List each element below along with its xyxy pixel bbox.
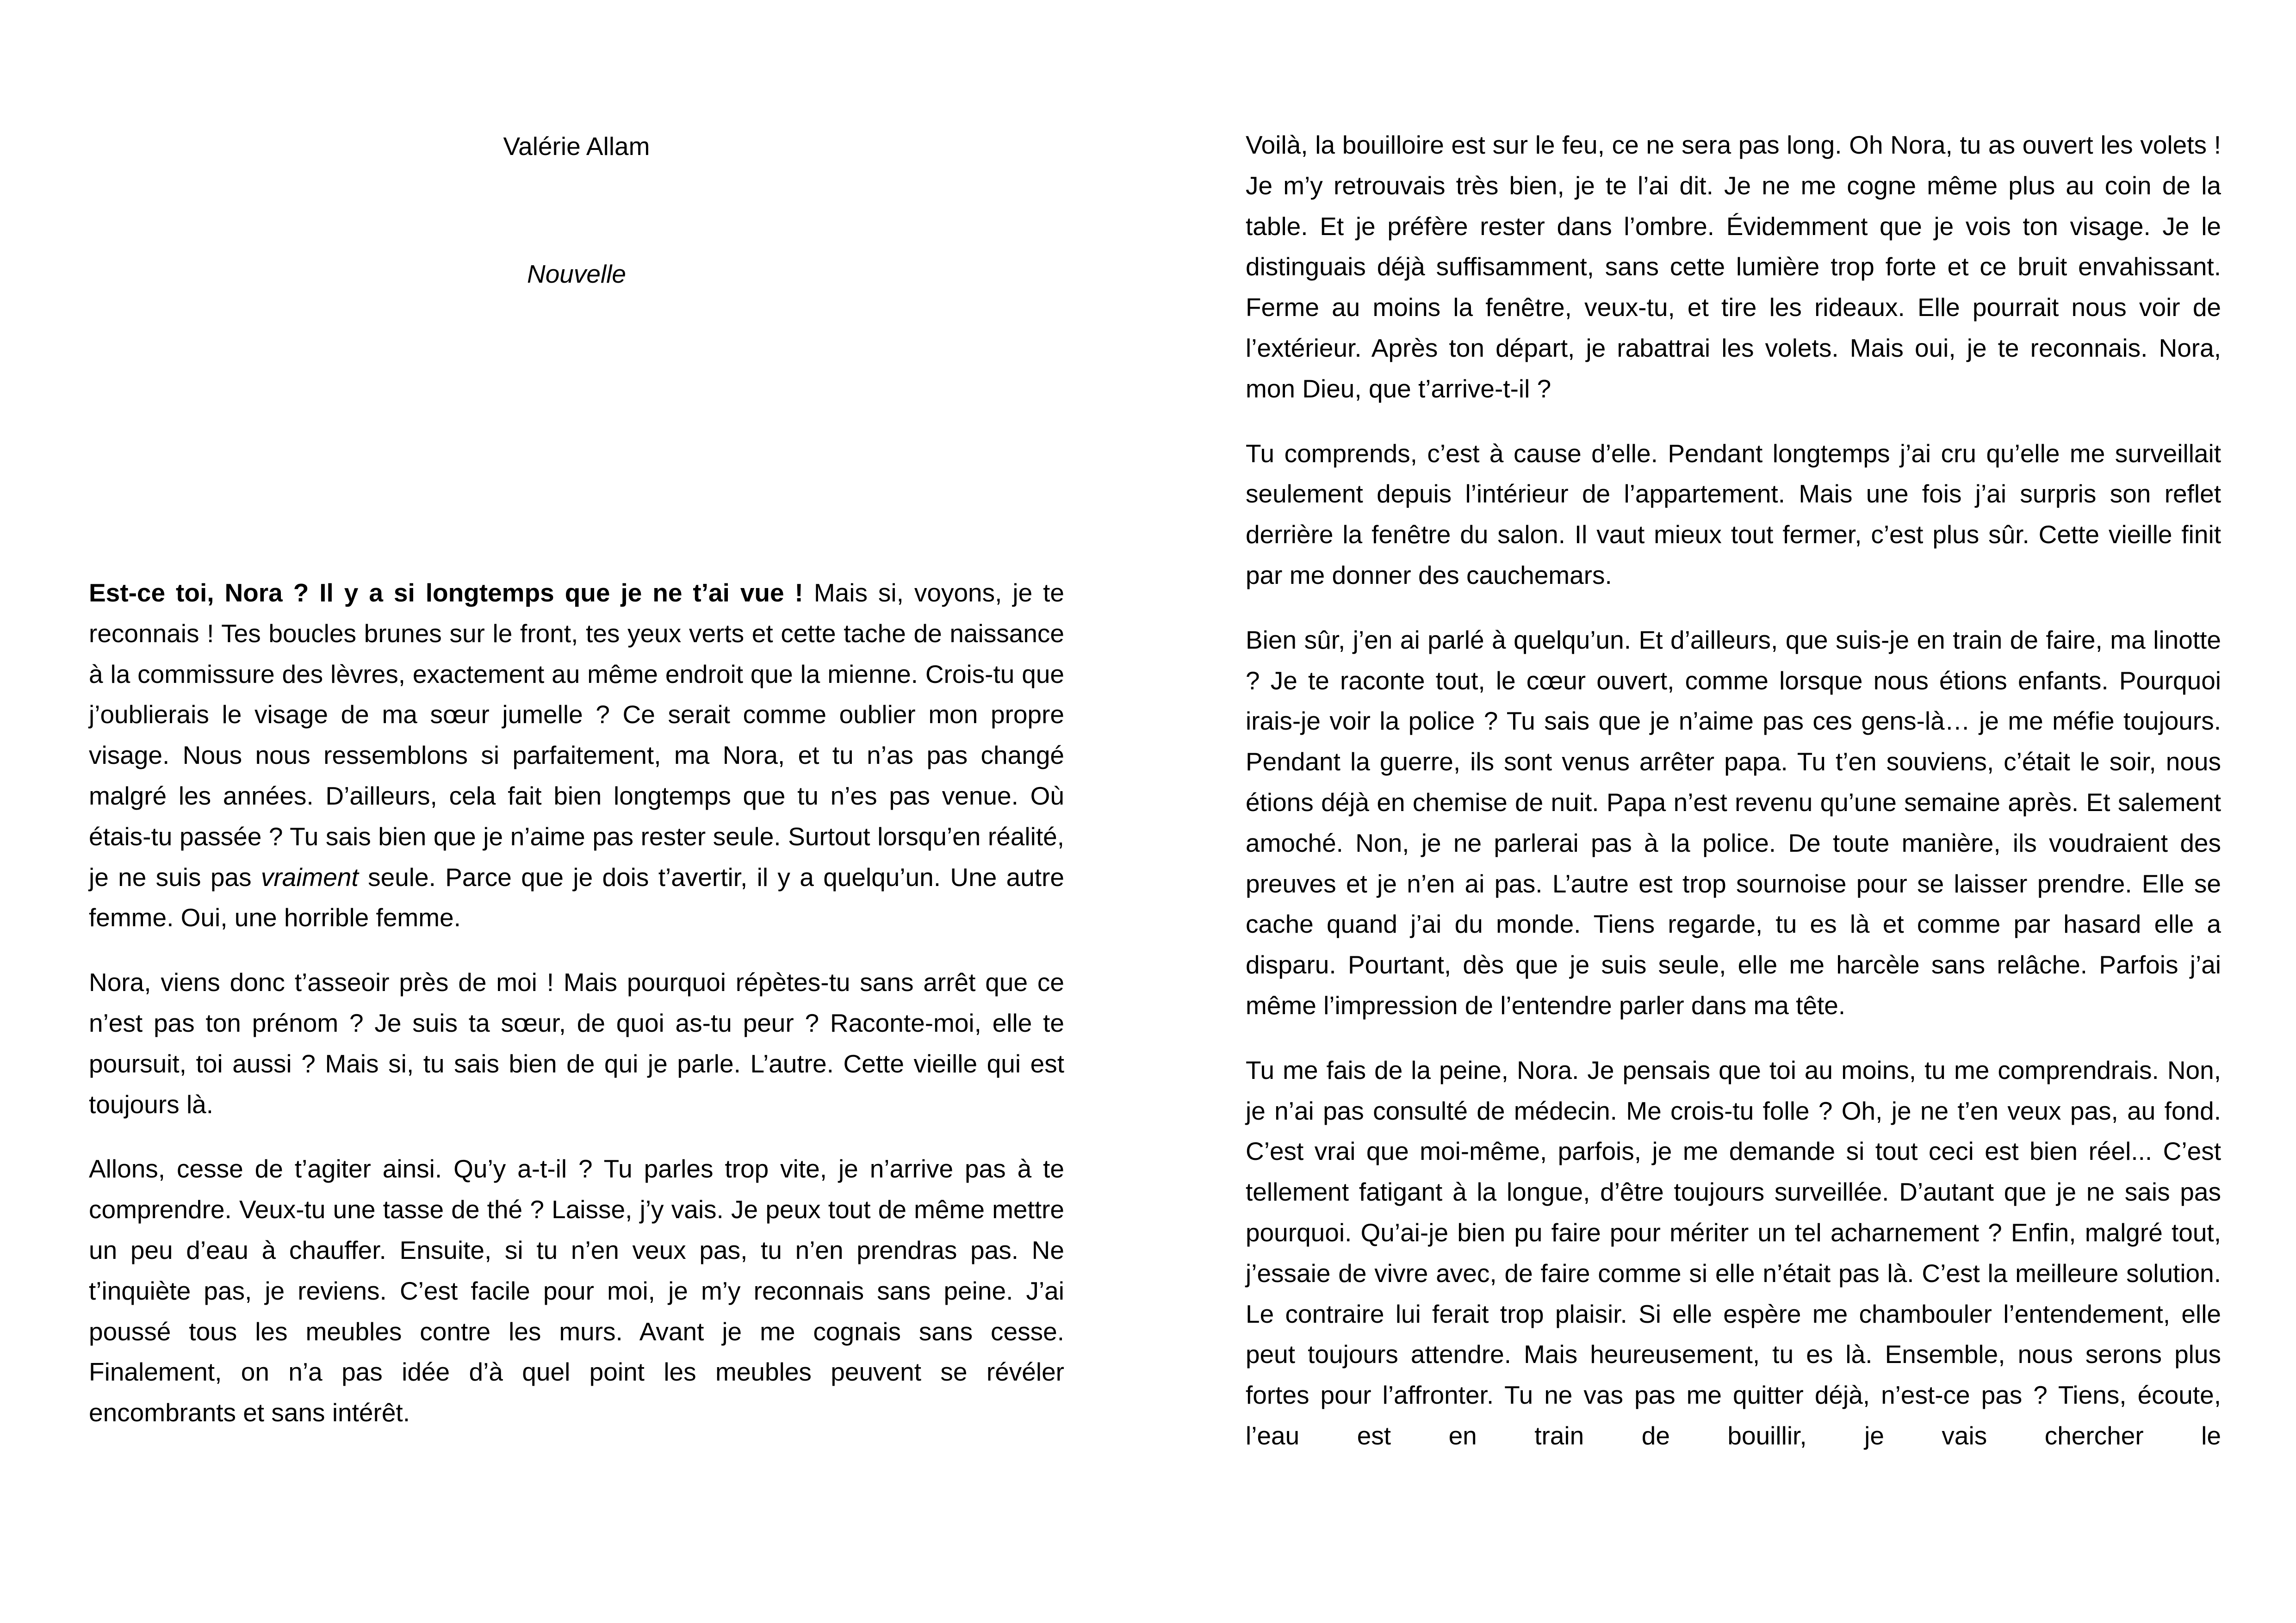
genre-label: Nouvelle <box>527 260 626 288</box>
paragraph-text: seule. Parce que je dois t’avertir, il y a quelqu’un. Une autre femme. Oui, une horrible femme. <box>89 862 1064 932</box>
opening-line: Est-ce toi, Nora ? Il y a si longtemps que je ne t’ai vue ! <box>89 578 803 607</box>
paragraph: Tu me fais de la peine, Nora. Je pensais que toi au moins, tu me comprendrais. Non, je n’ai pas consulté de médecin. Me crois-tu folle ? Oh, je ne t’en veux pas, au fond. C’est vrai que moi-même, parfois, je me demande si tout ceci est bien réel... C’est tellement fatigant à la longue, d’être toujours surveillée. D’autant que je ne sais pas pourquoi. Qu’ai-je bien pu faire pour mériter un tel acharnement ? Enfin, malgré tout, j’essaie de vivre avec, de faire comme si elle n’était pas là. C’est la meilleure solution. Le contraire lui ferait trop plaisir. Si elle espère me chambouler l’entendement, elle peut toujours attendre. Mais heureusement, tu es là. Ensemble, nous serons plus fortes pour l’affronter. Tu ne vas pas me quitter déjà, n’est-ce pas ? Tiens, écoute, l’eau est en train de bouillir, je vais chercher le <box>1246 1055 2221 1450</box>
emphasized-word: vraiment <box>261 862 359 892</box>
paragraph: Nora, viens donc t’asseoir près de moi ! Mais pourquoi répètes-tu sans arrêt que ce n’est pas ton prénom ? Je suis ta sœur, de quoi as-tu peur ? Raconte-moi, elle te poursuit, toi aussi ? Mais si, tu sais bien de qui je parle. L’autre. Cette vieille qui est toujours là. <box>89 968 1064 1119</box>
paragraph: Bien sûr, j’en ai parlé à quelqu’un. Et d’ailleurs, que suis-je en train de faire, ma linotte ? Je te raconte tout, le cœur ouvert, comme lorsque nous étions enfants. Pourquoi irais-je voir la police ? Tu sais que je n’aime pas ces gens-là… je me méfie toujours. Pendant la guerre, ils sont venus arrêter papa. Tu t’en souviens, c’était le soir, nous étions déjà en chemise de nuit. Papa n’est revenu qu’une semaine après. Et salement amoché. Non, je ne parlerai pas à la police. De toute manière, ils voudraient des preuves et je n’en ai pas. L’autre est trop sournoise pour se laisser prendre. Elle se cache quand j’ai du monde. Tiens regarde, tu es là et comme par hasard elle a disparu. Pourtant, dès que je suis seule, elle me harcèle sans relâche. Parfois j’ai même l’impression de l’entendre parler dans ma tête. <box>1246 625 2221 1020</box>
paragraph <box>89 573 1064 938</box>
paragraph: Tu comprends, c’est à cause d’elle. Pendant longtemps j’ai cru qu’elle me surveillait seulement depuis l’intérieur de l’appartement. Mais une fois j’ai surpris son reflet derrière la fenêtre du salon. Il vaut mieux tout fermer, c’est plus sûr. Cette vieille finit par me donner des cauchemars. <box>1246 439 2221 589</box>
left-page-body <box>89 573 1064 1433</box>
paragraph: Voilà, la bouilloire est sur le feu, ce ne sera pas long. Oh Nora, tu as ouvert les volets ! Je m’y retrouvais très bien, je te l’ai dit. Je ne me cogne même plus au coin de la table. Et je préfère rester dans l’ombre. Évidemment que je vois ton visage. Je le distinguais déjà suffisamment, sans cette lumière trop forte et ce bruit envahissant. Ferme au moins la fenêtre, veux-tu, et tire les rideaux. Elle pourrait nous voir de l’extérieur. Après ton départ, je rabattrai les volets. Mais oui, je te reconnais. Nora, mon Dieu, que t’arrive-t-il ? <box>1246 130 2221 403</box>
right-page <box>1148 0 2296 1623</box>
paragraph-text: Mais si, voyons, je te reconnais ! Tes boucles brunes sur le front, tes yeux verts et cette tache de naissance à la commissure des lèvres, exactement au même endroit que la mienne. Crois-tu que j’oublierais le visage de ma sœur jumelle ? Ce serait comme oublier mon propre visage. Nous nous ressemblons si parfaitement, ma Nora, et tu n’as pas changé malgré les années. D’ailleurs, cela fait bien longtemps que tu n’es pas venue. Où étais-tu passée ? Tu sais bien que je n’aime pas rester seule. Surtout lorsqu’en réalité, je ne suis pas <box>89 578 1064 892</box>
paragraph: Allons, cesse de t’agiter ainsi. Qu’y a-t-il ? Tu parles trop vite, je n’arrive pas à te comprendre. Veux-tu une tasse de thé ? Laisse, j’y vais. Je peux tout de même mettre un peu d’eau à chauffer. Ensuite, si tu n’en veux pas, tu n’en prendras pas. Ne t’inquiète pas, je reviens. C’est facile pour moi, je m’y reconnais sans peine. J’ai poussé tous les meubles contre les murs. Avant je me cognais sans cesse. Finalement, on n’a pas idée d’à quel point les meubles peuvent se révéler encombrants et sans intérêt. <box>89 1154 1064 1427</box>
author-name: Valérie Allam <box>503 132 650 161</box>
right-page-body <box>1246 125 2221 1456</box>
